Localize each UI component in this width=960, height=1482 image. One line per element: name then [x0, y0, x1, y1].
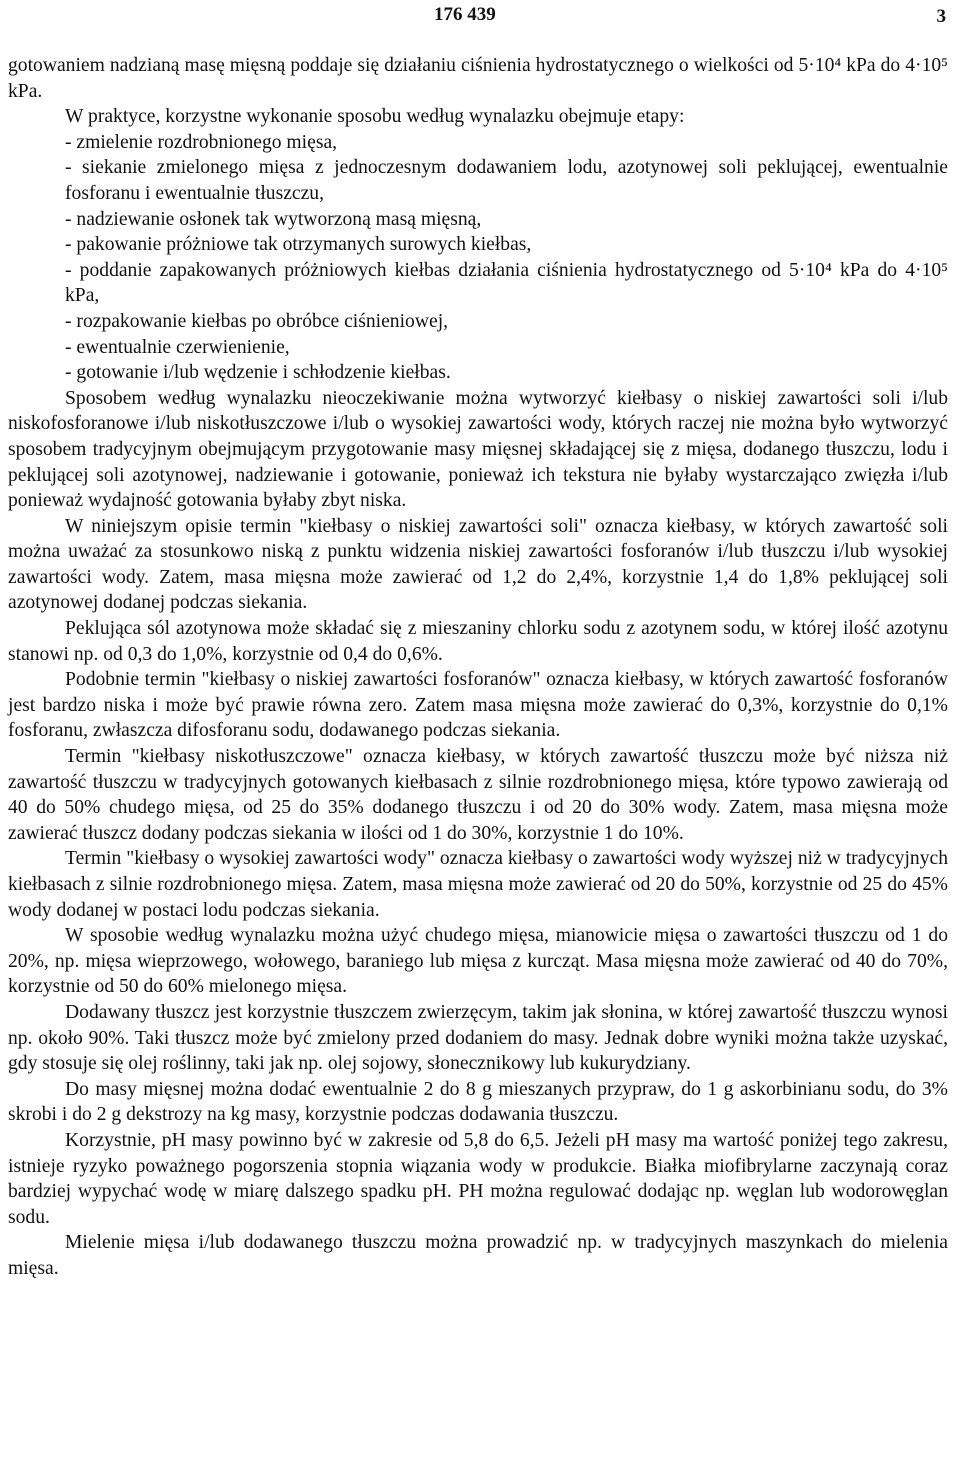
- step-item: - siekanie zmielonego mięsa z jednoczesnym dodawaniem lodu, azotynowej soli peklującej, ewentualnie fosforanu i ewentualnie tłuszczu,: [65, 157, 948, 204]
- paragraph-steps-intro: W praktyce, korzystne wykonanie sposobu według wynalazku obejmuje etapy:: [65, 106, 685, 128]
- body-text: [8, 53, 948, 1282]
- paragraph: W sposobie według wynalazku można użyć chudego mięsa, mianowicie mięsa o zawartości tłuszczu od 1 do 20%, np. mięsa wieprzowego, wołowego, baraniego lub mięsa z kurcząt. Masa mięsna może zawierać od 40 do 70%, korzystnie od 50 do 60% mielonego mięsa.: [8, 925, 948, 998]
- step-item: - nadziewanie osłonek tak wytworzoną masą mięsną,: [65, 208, 482, 230]
- page-number: 3: [936, 6, 946, 27]
- step-item: - poddanie zapakowanych próżniowych kiełbas działania ciśnienia hydrostatycznego od 5·10⁴ kPa do 4·10⁵ kPa,: [65, 259, 948, 307]
- page-header: [0, 2, 960, 26]
- step-item: - zmielenie rozdrobnionego mięsa,: [65, 131, 338, 153]
- step-item: - rozpakowanie kiełbas po obróbce ciśnieniowej,: [65, 310, 449, 332]
- paragraph: Korzystnie, pH masy powinno być w zakresie od 5,8 do 6,5. Jeżeli pH masy ma wartość poniżej tego zakresu, istnieje ryzyko poważnego pogorszenia stopnia wiązania wody w produkcie. Białka miofibrylarne zaczynają coraz bardziej wypychać wodę w miarę dalszego spadku pH. PH można regulować dodając np. węglan lub wodorowęglan sodu.: [8, 1129, 948, 1228]
- paragraph: Termin "kiełbasy niskotłuszczowe" oznacza kiełbasy, w których zawartość tłuszczu może być niższa niż zawartość tłuszczu w tradycyjnych gotowanych kiełbasach z silnie rozdrobnionego mięsa, które typowo zawierają od 40 do 50% chudego mięsa, od 25 do 35% dodanego tłuszczu i od 20 do 30% wody. Zatem, masa mięsna może zawierać tłuszcz dodany podczas siekania w ilości od 1 do 30%, korzystnie 1 do 10%.: [8, 746, 948, 844]
- paragraph: Peklująca sól azotynowa może składać się z mieszaniny chlorku sodu z azotynem sodu, w której ilość azotynu stanowi np. od 0,3 do 1,0%, korzystnie od 0,4 do 0,6%.: [8, 618, 948, 665]
- paragraph: Dodawany tłuszcz jest korzystnie tłuszczem zwierzęcym, takim jak słonina, w której zawartość tłuszczu wynosi np. około 90%. Taki tłuszcz może być zmielony przed dodaniem do masy. Jednak dobre wyniki można także uzyskać, gdy stosuje się olej roślinny, taki jak np. olej sojowy, słonecznikowy lub kukurydziany.: [8, 1001, 948, 1075]
- paragraph-continuation: gotowaniem nadzianą masę mięsną poddaje się działaniu ciśnienia hydrostatycznego o wielkości od 5·10⁴ kPa do 4·10⁵ kPa.: [8, 55, 948, 102]
- paragraph: Sposobem według wynalazku nieoczekiwanie można wytworzyć kiełbasy o niskiej zawartości soli i/lub niskofosforanowe i/lub niskotłuszczowe i/lub o wysokiej zawartości wody, których raczej nie można było wytworzyć sposobem tradycyjnym obejmującym przygotowanie masy mięsnej składającej się z mięsa, dodanego tłuszczu, lodu i peklującej soli azotynowej, nadziewanie i gotowanie, ponieważ ich tekstura nie byłaby wystarczająco zwięzła i/lub ponieważ wydajność gotowania byłaby zbyt niska.: [8, 387, 948, 512]
- paragraph: W niniejszym opisie termin "kiełbasy o niskiej zawartości soli" oznacza kiełbasy, w których zawartość soli można uważać za stosunkowo niską z punktu widzenia niskiej zawartości fosforanów i/lub tłuszczu i/lub wysokiej zawartości wody. Zatem, masa mięsna może zawierać od 1,2 do 2,4%, korzystnie 1,4 do 1,8% peklującej soli azotynowej dodanej podczas siekania.: [8, 515, 948, 614]
- document-number: 176 439: [434, 4, 496, 25]
- paragraph: Podobnie termin "kiełbasy o niskiej zawartości fosforanów" oznacza kiełbasy, w których zawartość fosforanów jest bardzo niska i może być prawie równa zero. Zatem masa mięsna może zawierać do 0,3%, korzystnie do 0,1% fosforanu, zwłaszcza difosforanu sodu, dodawanego podczas siekania.: [8, 669, 948, 742]
- paragraph: Mielenie mięsa i/lub dodawanego tłuszczu można prowadzić np. w tradycyjnych maszynkach do mielenia mięsa.: [8, 1232, 948, 1279]
- paragraph: Do masy mięsnej można dodać ewentualnie 2 do 8 g mieszanych przypraw, do 1 g askorbinianu sodu, do 3% skrobi i do 2 g dekstrozy na kg masy, korzystnie podczas dodawania tłuszczu.: [8, 1078, 948, 1126]
- paragraph: Termin "kiełbasy o wysokiej zawartości wody" oznacza kiełbasy o zawartości wody wyższej niż w tradycyjnych kiełbasach z silnie rozdrobnionego mięsa. Zatem, masa mięsna może zawierać od 20 do 50%, korzystnie od 25 do 45% wody dodanej w postaci lodu podczas siekania.: [8, 848, 948, 921]
- step-item: - gotowanie i/lub wędzenie i schłodzenie kiełbas.: [65, 362, 451, 384]
- step-item: - pakowanie próżniowe tak otrzymanych surowych kiełbas,: [65, 234, 532, 256]
- step-item: - ewentualnie czerwienienie,: [65, 336, 290, 358]
